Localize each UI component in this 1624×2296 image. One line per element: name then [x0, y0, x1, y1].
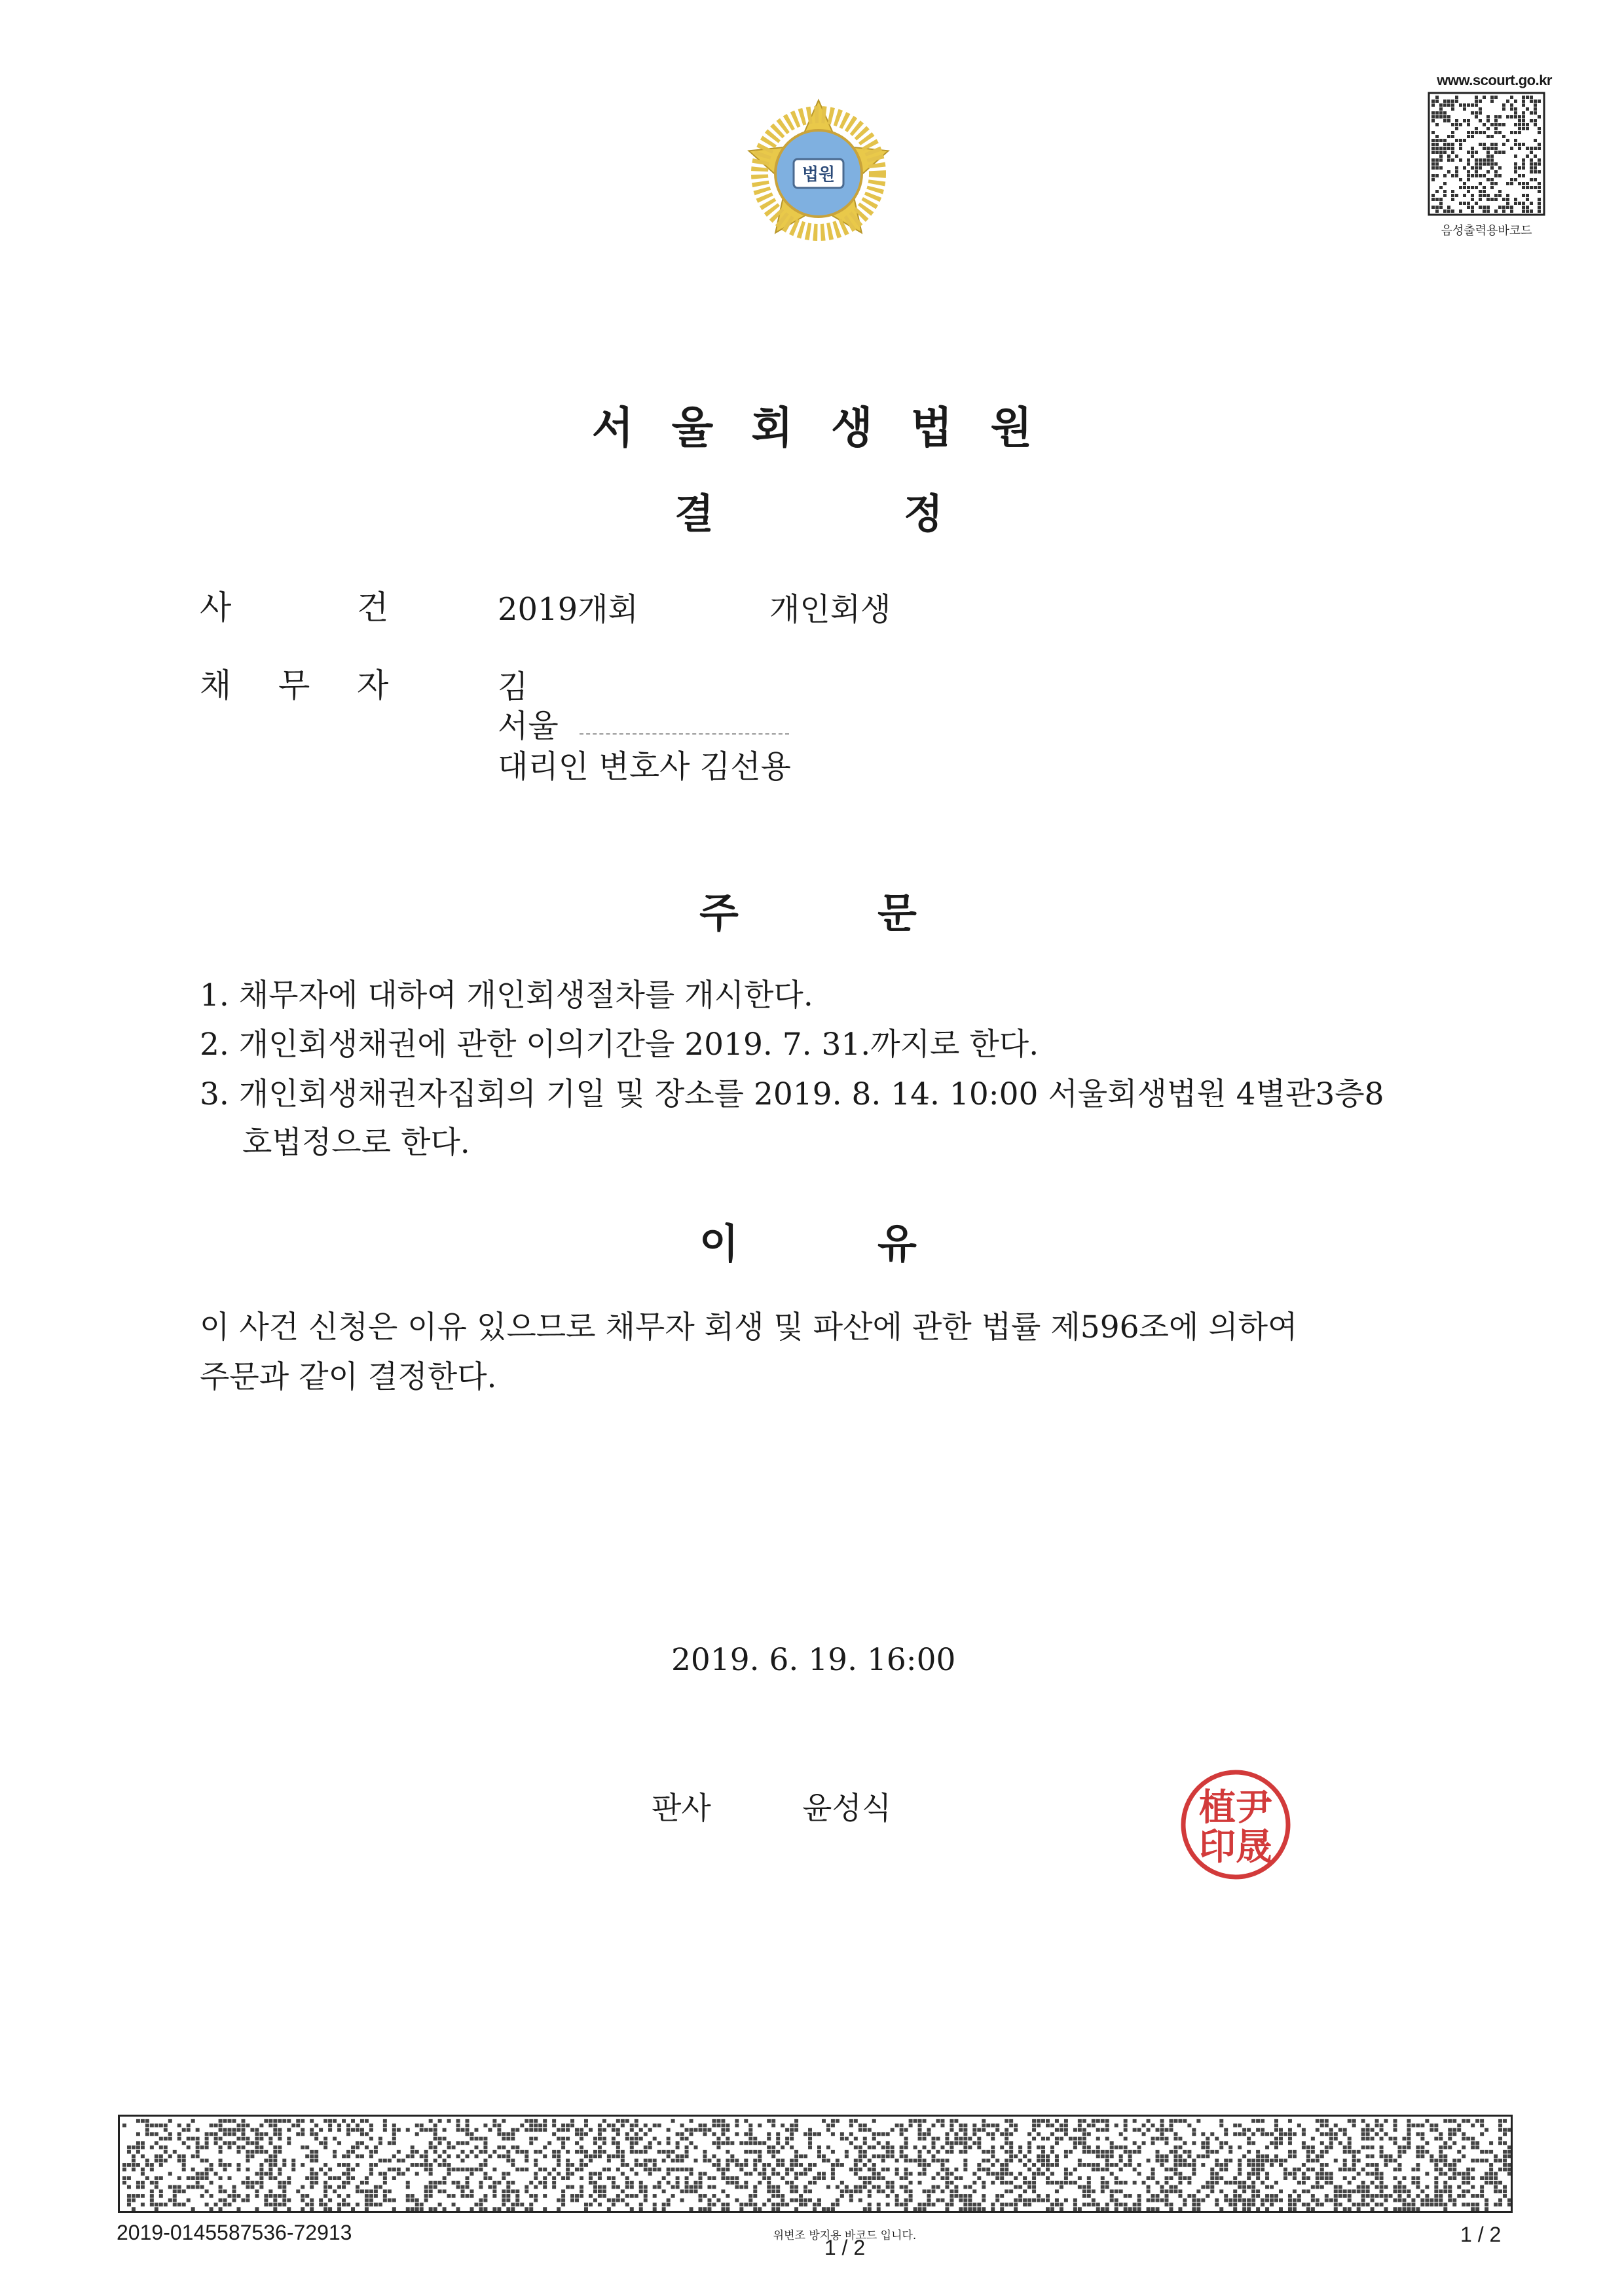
reason-line: 이 사건 신청은 이유 있으므로 채무자 회생 및 파산에 관한 법률 제596조에 의하여 — [200, 1309, 1298, 1345]
order-item-continuation: 호법정으로 한다. — [242, 1125, 470, 1161]
doc-title-right: 정 — [904, 490, 943, 538]
case-label-b: 건 — [357, 589, 389, 627]
barcode-url: www.scourt.go.kr — [1437, 72, 1552, 88]
reason-line: 주문과 같이 결정한다. — [200, 1359, 497, 1395]
court-emblem-icon — [740, 95, 897, 252]
court-name: 서울회생법원 — [591, 403, 1071, 453]
page-number: 1 / 2 — [1460, 2223, 1502, 2246]
debtor-agent: 대리인 변호사 김선용 — [498, 748, 791, 785]
audio-barcode — [1428, 72, 1552, 249]
judge-seal-icon — [1179, 1768, 1293, 1882]
order-item: 3. 개인회생채권자집회의 기일 및 장소를 2019. 8. 14. 10:00 서울회생법원 4별관3층8 — [200, 1076, 1384, 1112]
order-heading-right: 문 — [877, 889, 917, 937]
debtor-label-b: 무 — [278, 666, 310, 704]
qr-code-icon — [1428, 92, 1545, 216]
document-number: 2019-0145587536-72913 — [117, 2221, 352, 2244]
reason-heading-left: 이 — [699, 1220, 739, 1267]
emblem-label: 법원 — [802, 165, 836, 185]
case-number: 2019개회 — [498, 591, 638, 628]
order-item: 2. 개인회생채권에 관한 이의기간을 2019. 7. 31.까지로 한다. — [200, 1027, 1039, 1063]
decision-date: 2019. 6. 19. 16:00 — [671, 1642, 956, 1678]
debtor-address: 서울 — [498, 708, 559, 744]
judge-name: 윤성식 — [802, 1791, 892, 1827]
order-heading-left: 주 — [699, 889, 739, 937]
barcode-caption: 음성출력용바코드 — [1441, 224, 1532, 238]
judge-title: 판사 — [652, 1791, 711, 1827]
anti-forgery-barcode-icon — [118, 2115, 1513, 2213]
case-label-a: 사 — [200, 589, 232, 627]
case-type: 개인회생 — [769, 591, 891, 628]
seal-text-top: 植尹 — [1199, 1786, 1272, 1829]
center-page-number: 1 / 2 — [824, 2236, 866, 2259]
order-item: 1. 채무자에 대하여 개인회생절차를 개시한다. — [200, 977, 813, 1013]
debtor-name: 김 — [498, 668, 528, 705]
seal-text-bottom: 印晟 — [1199, 1825, 1272, 1868]
redacted-address — [580, 714, 789, 735]
doc-title-left: 결 — [674, 490, 714, 538]
anti-forgery-note: 위변조 방지용 바코드 입니다. — [773, 2229, 917, 2242]
debtor-label-a: 채 — [200, 666, 232, 704]
debtor-label-c: 자 — [357, 666, 389, 704]
reason-heading-right: 유 — [877, 1220, 917, 1267]
redaction — [645, 583, 750, 622]
